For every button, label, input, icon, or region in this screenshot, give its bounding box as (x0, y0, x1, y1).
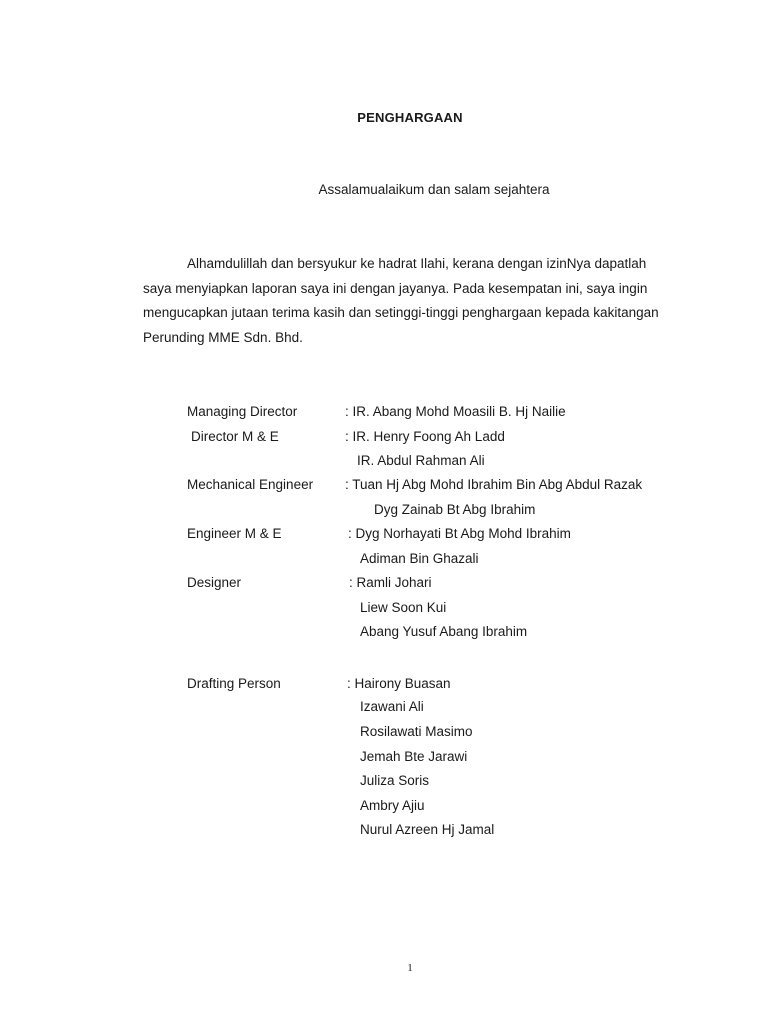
paragraph-line: mengucapkan jutaan terima kasih dan setinggi-tinggi penghargaan kepada kakitangan (143, 305, 659, 320)
role-managing-director: Managing Director (187, 404, 298, 419)
greeting: Assalamualaikum dan salam sejahtera (318, 182, 550, 197)
staff-name: IR. Abdul Rahman Ali (357, 453, 485, 468)
staff-name: Abang Yusuf Abang Ibrahim (360, 624, 528, 639)
staff-name: Rosilawati Masimo (360, 724, 473, 739)
staff-name: Jemah Bte Jarawi (360, 749, 468, 764)
role-designer: Designer (187, 575, 242, 590)
role-drafting-person: Drafting Person (187, 676, 281, 691)
paragraph-line: saya menyiapkan laporan saya ini dengan jayanya. Pada kesempatan ini, saya ingin (143, 281, 648, 296)
staff-name: Juliza Soris (360, 773, 430, 788)
role-mechanical-engineer: Mechanical Engineer (187, 477, 314, 492)
paragraph-line: Alhamdulillah dan bersyukur ke hadrat Ilahi, kerana dengan izinNya dapatlah (187, 256, 647, 271)
page-number: 1 (407, 962, 413, 974)
page-title: PENGHARGAAN (357, 110, 463, 125)
staff-name: Adiman Bin Ghazali (360, 551, 479, 566)
role-engineer-me: Engineer M & E (187, 526, 282, 541)
staff-name: Dyg Zainab Bt Abg Ibrahim (374, 502, 536, 517)
staff-name: : Ramli Johari (349, 575, 432, 590)
staff-name: Ambry Ajiu (360, 798, 425, 813)
staff-name: Liew Soon Kui (360, 600, 447, 615)
staff-name: : Hairony Buasan (347, 676, 451, 691)
staff-name: : IR. Abang Mohd Moasili B. Hj Nailie (345, 404, 566, 419)
staff-name: Nurul Azreen Hj Jamal (360, 822, 495, 837)
role-director-me: Director M & E (191, 429, 279, 444)
staff-name: : IR. Henry Foong Ah Ladd (345, 429, 505, 444)
paragraph-line: Perunding MME Sdn. Bhd. (143, 330, 303, 345)
staff-name: : Dyg Norhayati Bt Abg Mohd Ibrahim (348, 526, 571, 541)
staff-name: : Tuan Hj Abg Mohd Ibrahim Bin Abg Abdul Razak (345, 477, 643, 492)
staff-name: Izawani Ali (360, 699, 424, 714)
